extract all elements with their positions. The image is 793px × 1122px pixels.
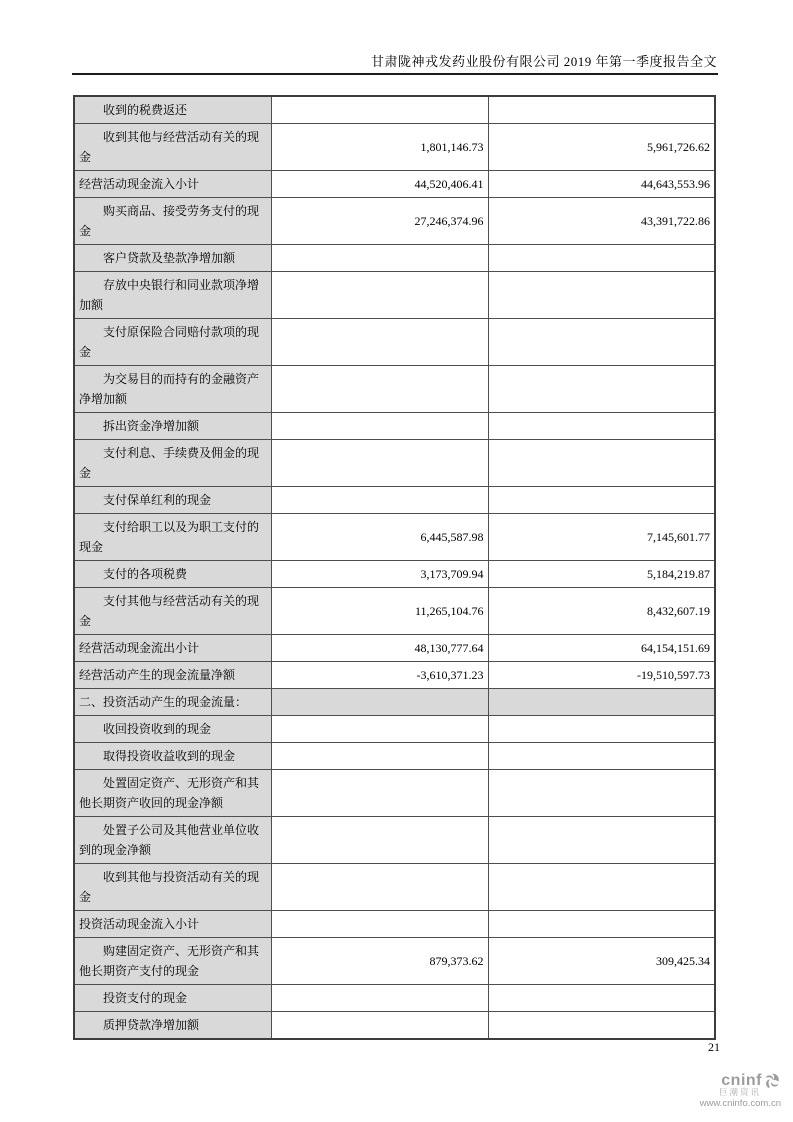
row-label: 购建固定资产、无形资产和其他长期资产支付的现金 — [74, 938, 271, 985]
table-row — [74, 413, 715, 440]
value-prior-period: 309,425.34 — [488, 938, 715, 985]
row-label: 支付给职工以及为职工支付的现金 — [74, 514, 271, 561]
table-row — [74, 588, 715, 635]
cash-flow-table — [73, 95, 716, 1040]
page-header-title: 甘肃陇神戎发药业股份有限公司 2019 年第一季度报告全文 — [370, 54, 717, 69]
row-label: 经营活动现金流入小计 — [74, 171, 271, 198]
table-row — [74, 319, 715, 366]
value-current-period — [271, 319, 488, 366]
table-row — [74, 245, 715, 272]
value-prior-period: 7,145,601.77 — [488, 514, 715, 561]
table-row — [74, 487, 715, 514]
table-row — [74, 743, 715, 770]
table-row — [74, 689, 715, 716]
row-label: 购买商品、接受劳务支付的现金 — [74, 198, 271, 245]
value-prior-period — [488, 817, 715, 864]
row-label: 经营活动现金流出小计 — [74, 635, 271, 662]
value-current-period: 3,173,709.94 — [271, 561, 488, 588]
logo-url: www.cninfo.com.cn — [699, 1098, 781, 1110]
table-body — [74, 96, 715, 1039]
value-current-period — [271, 413, 488, 440]
table-row — [74, 938, 715, 985]
value-prior-period — [488, 272, 715, 319]
value-current-period — [271, 487, 488, 514]
row-label: 处置固定资产、无形资产和其他长期资产收回的现金净额 — [74, 770, 271, 817]
value-current-period — [271, 272, 488, 319]
table-row — [74, 96, 715, 124]
value-prior-period — [488, 716, 715, 743]
value-current-period — [271, 716, 488, 743]
header-divider — [72, 73, 718, 75]
row-label: 投资支付的现金 — [74, 985, 271, 1012]
row-label: 支付利息、手续费及佣金的现金 — [74, 440, 271, 487]
value-prior-period — [488, 440, 715, 487]
value-prior-period — [488, 911, 715, 938]
value-prior-period: 5,184,219.87 — [488, 561, 715, 588]
logo-caption: 巨潮资讯 — [718, 1087, 761, 1098]
value-current-period — [271, 911, 488, 938]
value-prior-period: 5,961,726.62 — [488, 124, 715, 171]
page-number: 21 — [708, 1040, 720, 1054]
value-prior-period — [488, 366, 715, 413]
value-prior-period — [488, 1012, 715, 1040]
value-current-period — [271, 245, 488, 272]
value-prior-period — [488, 487, 715, 514]
table-row — [74, 635, 715, 662]
value-prior-period: -19,510,597.73 — [488, 662, 715, 689]
value-prior-period: 8,432,607.19 — [488, 588, 715, 635]
value-prior-period — [488, 319, 715, 366]
row-label: 取得投资收益收到的现金 — [74, 743, 271, 770]
table-row — [74, 662, 715, 689]
value-current-period: 27,246,374.96 — [271, 198, 488, 245]
value-current-period: 1,801,146.73 — [271, 124, 488, 171]
table-row — [74, 272, 715, 319]
table-row — [74, 440, 715, 487]
table-row — [74, 864, 715, 911]
row-label: 处置子公司及其他营业单位收到的现金净额 — [74, 817, 271, 864]
value-current-period — [271, 689, 488, 716]
value-current-period — [271, 864, 488, 911]
row-label: 收回投资收到的现金 — [74, 716, 271, 743]
table-row — [74, 1012, 715, 1040]
value-current-period — [271, 1012, 488, 1040]
row-label: 收到的税费返还 — [74, 96, 271, 124]
value-prior-period — [488, 864, 715, 911]
table-row — [74, 770, 715, 817]
row-label: 客户贷款及垫款净增加额 — [74, 245, 271, 272]
value-current-period — [271, 96, 488, 124]
value-current-period: 11,265,104.76 — [271, 588, 488, 635]
value-prior-period: 44,643,553.96 — [488, 171, 715, 198]
value-prior-period — [488, 689, 715, 716]
row-label: 存放中央银行和同业款项净增加额 — [74, 272, 271, 319]
row-label: 投资活动现金流入小计 — [74, 911, 271, 938]
cninfo-swirl-icon — [763, 1072, 781, 1090]
table-row — [74, 124, 715, 171]
value-current-period — [271, 743, 488, 770]
row-label: 支付保单红利的现金 — [74, 487, 271, 514]
value-prior-period — [488, 96, 715, 124]
value-prior-period — [488, 245, 715, 272]
row-label: 支付其他与经营活动有关的现金 — [74, 588, 271, 635]
row-label: 拆出资金净增加额 — [74, 413, 271, 440]
value-current-period: 879,373.62 — [271, 938, 488, 985]
logo-brand-text: cninf — [721, 1072, 762, 1089]
value-current-period — [271, 817, 488, 864]
value-current-period: 48,130,777.64 — [271, 635, 488, 662]
table-row — [74, 198, 715, 245]
value-prior-period — [488, 743, 715, 770]
value-current-period — [271, 770, 488, 817]
row-label: 经营活动产生的现金流量净额 — [74, 662, 271, 689]
table-row — [74, 366, 715, 413]
row-label: 支付原保险合同赔付款项的现金 — [74, 319, 271, 366]
value-current-period: -3,610,371.23 — [271, 662, 488, 689]
value-current-period — [271, 366, 488, 413]
value-prior-period — [488, 770, 715, 817]
row-label: 收到其他与经营活动有关的现金 — [74, 124, 271, 171]
table-row — [74, 171, 715, 198]
value-prior-period: 64,154,151.69 — [488, 635, 715, 662]
table-row — [74, 716, 715, 743]
table-row — [74, 817, 715, 864]
table-row — [74, 561, 715, 588]
value-current-period: 44,520,406.41 — [271, 171, 488, 198]
row-label: 为交易目的而持有的金融资产净增加额 — [74, 366, 271, 413]
value-prior-period: 43,391,722.86 — [488, 198, 715, 245]
row-label: 支付的各项税费 — [74, 561, 271, 588]
table-row — [74, 911, 715, 938]
row-label: 质押贷款净增加额 — [74, 1012, 271, 1040]
row-label: 二、投资活动产生的现金流量： — [74, 689, 271, 716]
table-row — [74, 985, 715, 1012]
value-current-period: 6,445,587.98 — [271, 514, 488, 561]
cninfo-logo — [700, 1072, 781, 1110]
row-label: 收到其他与投资活动有关的现金 — [74, 864, 271, 911]
value-current-period — [271, 440, 488, 487]
value-prior-period — [488, 413, 715, 440]
value-current-period — [271, 985, 488, 1012]
table-row — [74, 514, 715, 561]
value-prior-period — [488, 985, 715, 1012]
